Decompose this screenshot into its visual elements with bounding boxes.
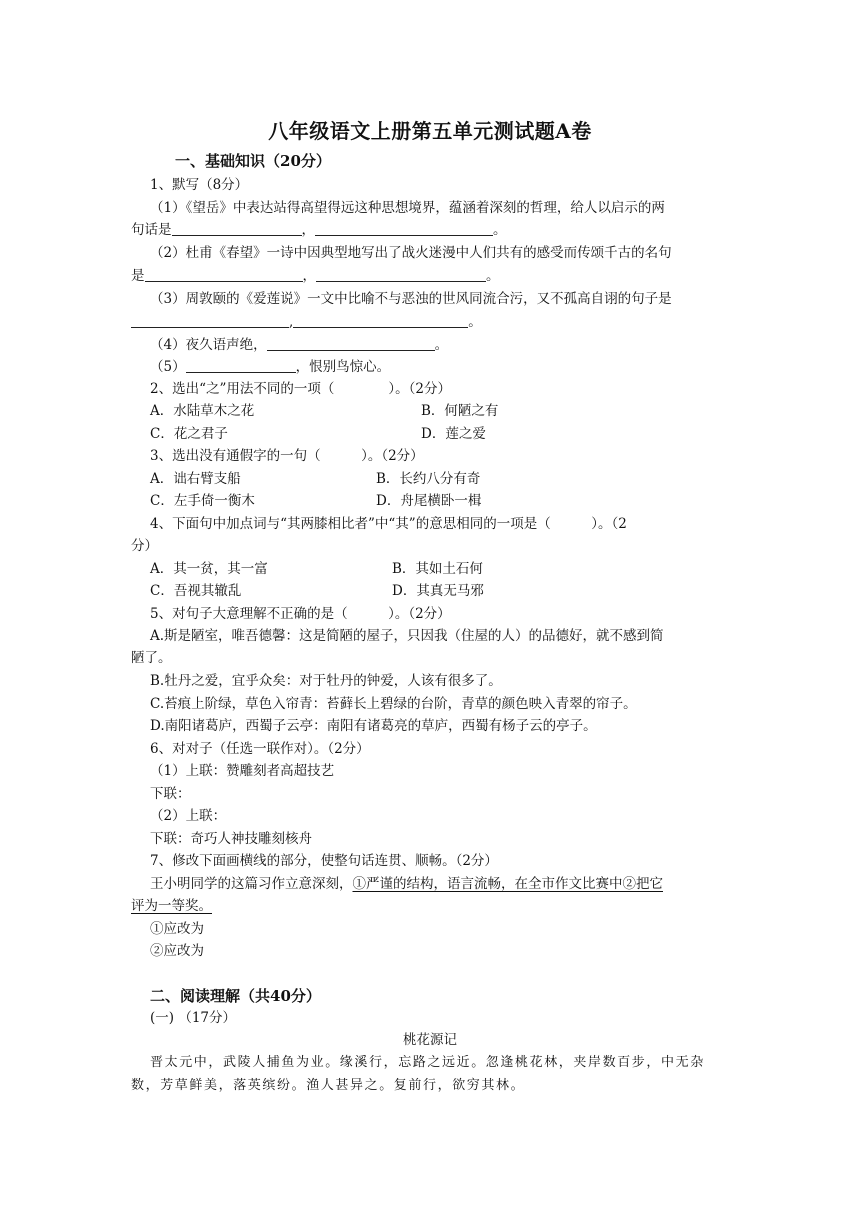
q1-heading: 1、默写（8分） [150, 177, 249, 193]
q6-line-3: （2）上联： [150, 808, 227, 824]
q6-line-2: 下联： [150, 786, 191, 802]
q6-line-4: 下联：奇巧人神技雕刻核舟 [150, 831, 312, 847]
q5-option-d: D.南阳诸葛庐，西蜀子云亭：南阳有诸葛亮的草庐，西蜀有杨子云的亭子。 [150, 718, 597, 734]
q1-p2-blank-1[interactable] [145, 266, 303, 282]
q1-p1-sep: ， [301, 222, 315, 238]
q3-heading: 3、选出没有通假字的一句（ ）。（2分） [150, 448, 424, 464]
q7-sentence-line1 [150, 874, 663, 894]
passage-line-2: 数，芳草鲜美，落英缤纷。渔人甚异之。复前行，欲穷其林。 [131, 1078, 526, 1093]
q2-option-c: C．花之君子 [150, 426, 228, 442]
q5-option-c: C.苔痕上阶绿，草色入帘青：苔藓长上碧绿的台阶，青草的颜色映入青翠的帘子。 [150, 696, 637, 712]
q1-p5-suffix: ，恨别鸟惊心。 [295, 359, 391, 375]
q6-line-1: （1）上联：赞雕刻者高超技艺 [150, 763, 335, 779]
q6-heading: 6、对对子（任选一联作对）。（2分） [150, 741, 370, 757]
q1-p1-end: 。 [493, 222, 507, 238]
q5-option-b: B.牡丹之爱，宜乎众矣：对于牡丹的钟爱，人该有很多了。 [150, 673, 502, 689]
q2-option-a: A．水陆草木之花 [150, 403, 255, 419]
q1-p5-prefix: （5） [150, 359, 186, 375]
q2-heading: 2、选出“之”用法不同的一项（ ）。（2分） [150, 381, 451, 397]
q1-p1-blank-1[interactable] [172, 220, 302, 236]
q1-p3-blank-2[interactable] [293, 312, 468, 328]
q7-heading: 7、修改下面画横线的部分，使整句话连贯、顺畅。（2分） [150, 853, 498, 869]
q4-option-c: C．吾视其辙乱 [150, 583, 242, 599]
q1-p5-blank[interactable] [186, 357, 296, 373]
q7-answer-1: ①应改为 [150, 921, 204, 937]
q1-p1-prefix: 句话是 [131, 222, 172, 238]
q1-p4-end: 。 [434, 337, 449, 353]
q1-p4-blank[interactable] [267, 335, 435, 351]
q4-heading-line1: 4、下面句中加点词与“其两膝相比者”中“其”的意思相同的一项是（ ）。（2 [150, 516, 627, 532]
q3-option-c: C．左手倚一衡木 [150, 493, 255, 509]
q5-option-a-line2: 陋了。 [131, 650, 172, 666]
q1-p2-sep: ， [302, 268, 316, 284]
q1-p4-prefix: （4）夜久语声绝， [150, 337, 267, 353]
q1-p2-line2 [131, 266, 500, 286]
q3-option-a: A．诎右臂支船 [150, 471, 241, 487]
q5-option-a-line1: A.斯是陋室，唯吾德馨：这是简陋的屋子，只因我（住屋的人）的品德好，就不感到简 [150, 628, 664, 644]
q1-p2-blank-2[interactable] [316, 266, 486, 282]
passage-title: 桃花源记 [403, 1032, 457, 1048]
section-1-heading: 一、基础知识（20分） [175, 152, 331, 170]
passage-line-1: 晋太元中，武陵人捕鱼为业。缘溪行，忘路之远近。忽逢桃花林，夹岸数百步，中无杂 [150, 1055, 705, 1070]
q4-option-a: A．其一贫，其一富 [150, 561, 268, 577]
exam-title: 八年级语文上册第五单元测试题A卷 [268, 119, 592, 143]
q5-heading: 5、对句子大意理解不正确的是（ ）。（2分） [150, 606, 451, 622]
q1-p3-blank-1[interactable] [131, 312, 289, 328]
q3-option-d: D．舟尾横卧一楫 [376, 493, 482, 509]
q1-p3-line1: （3）周敦颐的《爱莲说》一文中比喻不与恶浊的世风同流合污，又不孤高自诩的句子是 [150, 291, 672, 307]
q2-option-b: B．何陋之有 [421, 403, 499, 419]
section-2-heading: 二、阅读理解（共40分） [150, 987, 321, 1005]
q3-option-b: B．长约八分有奇 [376, 471, 481, 487]
q1-p1-blank-2[interactable] [315, 220, 493, 236]
q1-p2-line1: （2）杜甫《春望》一诗中因典型地写出了战火迷漫中人们共有的感受而传颂千古的名句 [150, 245, 672, 261]
q1-p4 [150, 335, 448, 355]
q7-sentence-plain: 王小明同学的这篇习作立意深刻， [150, 876, 353, 892]
q7-sentence-underlined-1: ①严谨的结构，语言流畅，在全市作文比赛中②把它 [352, 876, 663, 892]
q1-p2-prefix: 是 [131, 268, 145, 284]
q7-answer-2: ②应改为 [150, 943, 204, 959]
q7-sentence-underlined-2: 评为一等奖。 [131, 898, 212, 914]
reading-part-1-heading: (一) （17分） [150, 1010, 237, 1026]
q2-option-d: D．莲之爱 [421, 426, 486, 442]
q4-option-d: D．其真无马邪 [392, 583, 484, 599]
q1-p3-line2 [131, 312, 482, 332]
q1-p3-sep: , [289, 314, 294, 330]
q1-p1-line1: （1）《望岳》中表达站得高望得远这种思想境界，蕴涵着深刻的哲理，给人以启示的两 [150, 200, 665, 216]
q4-heading-line2: 分） [131, 538, 158, 554]
q1-p5 [150, 357, 390, 377]
q4-option-b: B．其如土石何 [392, 561, 483, 577]
q1-p2-end: 。 [486, 268, 500, 284]
q1-p3-end: 。 [468, 314, 482, 330]
q1-p1-line2 [131, 220, 507, 240]
